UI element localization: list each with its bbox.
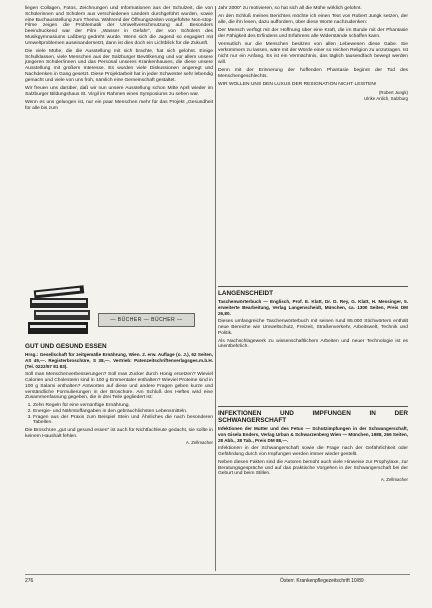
- quote-paragraph: Denn mit der Erinnerung der hoffenden Phantasie beginnt der Tod des Menschengeschlechts.: [218, 67, 408, 79]
- review-title: INFEKTIONEN UND IMPFUNGEN IN DER SCHWANGERSCHAFT: [218, 410, 408, 424]
- review-infektionen: [218, 410, 408, 483]
- section-rule: [218, 406, 408, 407]
- books-banner: — BÜCHER — BÜCHER —: [98, 313, 195, 327]
- quote-slogan: WIR WOLLEN UNS DEN LUXUS DER RESIGNATION NICHT LEISTEN!: [218, 81, 377, 87]
- review-bibliography: Infektionen der Mutter und des Fetus — Schutzimpfungen in der Schwangerschaft, von Gisela Enders, Verlag Urban & Schwarzenberg Wien — München, 1988, 266 Seiten, 28 Abb., 38 Tab., Preis DM 88,—.: [218, 426, 408, 443]
- footer-rule: [25, 574, 410, 575]
- right-column-text: [218, 6, 408, 102]
- list-item: 3. Fragen aus der Praxis zum Beispiel Stein und Ähnliches die nach besonderen Tabellen.: [33, 415, 213, 427]
- quote-source: (Robert Jungk): [378, 90, 408, 95]
- paragraph: An den Schluß meines Berichtes möchte ich einen Text von Robert Jungk setzen, der alle, die ihn lesen, dazu auffordern, über diese Worte nachzudenken:: [218, 14, 408, 25]
- list-item: 2. Energie- und Nährstoffangaben in den gebräuchlichsten Lebensmitteln.: [33, 409, 213, 415]
- paragraph: Wir freuen uns darüber, daß wir nun unsere Ausstellung schon Mitte April wieder im Salzburger Bildungshaus St. Virgil im Rahmen eines Symposiums zu sehen war.: [25, 85, 213, 97]
- paragraph: Infektionen in der Schwangerschaft sowie die Frage nach der Gefährlichkeit oder Gefährdung durch von Impfungen werden immer wieder gestellt.: [218, 446, 408, 457]
- paragraph: liegen Collagen, Fotos, Zeichnungen und Informationen aus der Schulzeit, die von Schülerinnen und Schülern aus verschiedenen Ländern durchgeführt wurden, sowie eine Buchausstellung zum Thema. Während der Öffnungszeiten vorgeführte Non-stop-Filme zeigen die Problematik der Umweltverschmutzung auf. Besonders beeindruckend war der Film „Wasser in Gefahr“, der von Schülern des Musikgymnasiums Laßberg gedreht wurde. Wenn sich die Jugend so engagiert mit Umweltproblemen auseinandersetzt, dann ist dies doch ein Lichtblick für die Zukunft.: [25, 6, 213, 46]
- review-bibliography: Hrsg.: Gesellschaft für zeitgemäße Ernährung, Wien. 2. erw. Auflage (o. J.), 62 Seiten, AS 49,—. Registerbroschüre, S 38,—. Vertrieb: Patenzeitschriftenverlagsges.m.b.H. (Tel. 0222/57 81 83).: [25, 352, 213, 369]
- list-item: 1. Zehn Regeln für eine vernünftige Ernährung.: [33, 403, 213, 409]
- page-number: 276: [25, 578, 34, 584]
- quote-paragraph: Der Mensch verfügt mit der Hoffnung über eine Kraft, die im Bunde mit der Phantasie der Fähigkeit des Erfindens und Erfahrens alle Widerstände schaffen kann.: [218, 28, 408, 39]
- quote-paragraph: Vermutlich nur die Menschen besitzen von allen Lebewesen diese Gabe. Sie verkümmern zu lassen, wäre mit der Würde einer so reichen Religion zu unzutragen. Ist nicht nur ein Anfang. Es ist ein Vermächtnis, das täglich tausendfach bewegt werden will.: [218, 42, 409, 65]
- journal-name: Österr. Krankenpflegezeitschrift 10/89: [280, 578, 364, 584]
- paragraph: Soll man Menschenverbesserungen? Soll man Zucker durch Honig ersetzen? Wieviel Calorien und Cholesterin sind in 100 g Emmentaler enthalten? Wieviel Proteine sind in 100 g Salami enthalten? Antworten auf diese und andere Fragen geben kurze und verständliche Formulierungen in der Broschüre. Am Schluß des Heftes wird eine Zusammenfassung gegeben, die in drei Teile gegliedert ist:: [25, 372, 213, 401]
- paragraph: Als Nachschlagewerk zu wissenschaftlichem Arbeiten und neuer Technologie ist es unentbehrlich.: [218, 338, 408, 350]
- author-place: Ulrike Anlich, Salzburg: [364, 95, 408, 101]
- paragraph: Die Broschüre „gut und gesund essen“ ist auch für Nichtfachleute gedacht, sie sollte in keinem Haushalt fehlen.: [25, 428, 213, 439]
- section-rule: [218, 286, 408, 287]
- review-signature: A. Zellmacher: [185, 439, 213, 445]
- review-title: GUT UND GESUND ESSEN: [25, 343, 107, 350]
- review-signature: A. Zellmacher: [380, 477, 408, 482]
- paragraph: Die viele Mühe, die die Ausstellung mit sich brachte, hat sich gelohnt. Einige Schulklassen, viele Menschen aus der Salzburger Bevölkerung und vor allem unsere jüngeren Schüler/innen und das Personal unseres Krankenhauses, die diese unsere Ausstellung mit großem Interesse. Es wurden viele Diskussionen angeregt und Nachdenken in Gang gesetzt. Diese Projektarbeit hat in jeder Schwester sehr lebendig gemacht und viele von uns froh, nämlich eine Gemeinschaft gestaltet.: [25, 48, 213, 83]
- books-icon: [28, 284, 96, 340]
- numbered-list: [25, 403, 213, 426]
- paragraph: Dieses umfangreiche Taschenwörterbuch mit seinen rund 85.000 Stichwörtern enthält neue Bereiche wie Umweltschutz, Freizeit, Straßenverkehr, Arbeitswelt, Technik und Politik.: [218, 319, 408, 336]
- paragraph: Neben diesen Fakten sind die Autoren bemüht auch viele Hinweise zur Prophylaxe, zur Beratungsgespräche und auf das praktische Vorgehen in der Schwangerschaft bei der Geburt und beim Stillen.: [218, 459, 408, 477]
- review-bibliography: Taschenwörterbuch — Englisch, Prof. E. Klatt, Dr. D. Rey, G. Klatt, H. Messinger, 5. erweiterte Bearbeitung, Verlag Langenscheidt, München, ca. 1300 Seiten, Preis DM 26,80.: [218, 299, 408, 316]
- review-title: LANGENSCHEIDT: [218, 290, 274, 297]
- review-langenscheidt: [218, 290, 408, 350]
- paragraph: Jahr 2000“ zu motivieren, so hat sich all die Mühe wirklich gelohnt.: [218, 6, 362, 11]
- column-divider: [215, 6, 216, 571]
- review-gut-und-gesund: [25, 343, 213, 445]
- left-column-text: [25, 6, 213, 114]
- paragraph: Wenn es uns gelungen ist, nur ein paar Menschen mehr für das Projekt „Gesundheit für alle bis zum: [25, 99, 213, 111]
